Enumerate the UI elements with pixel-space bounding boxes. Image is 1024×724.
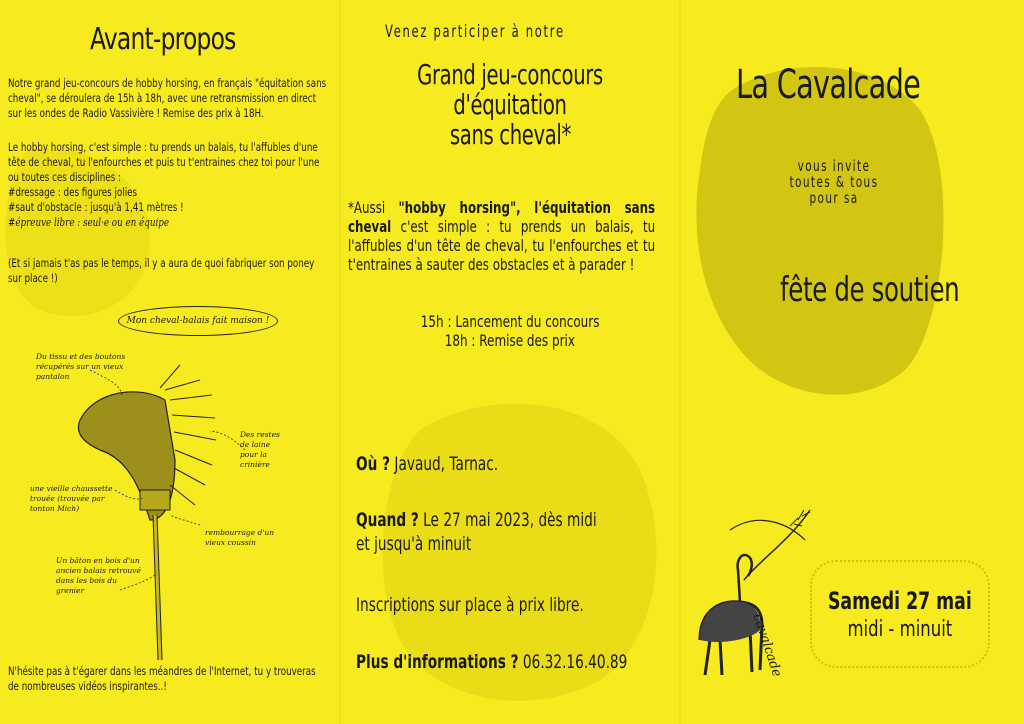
date-text: Samedi 27 mai — [828, 586, 972, 615]
left-panel — [0, 0, 340, 724]
annotation-laine: Des restes de laine pour la crinière — [240, 430, 280, 469]
annotation-baton: Un bâton en bois d'un ancien balais retrouvé dans les bois du grenier — [56, 556, 141, 595]
right-panel — [680, 0, 1024, 724]
bullet-dressage: #dressage : des figures jolies — [8, 185, 138, 199]
bullet-saut: #saut d'obstacle : jusqu'à 1,41 mètres ! — [8, 200, 184, 214]
description-paragraph — [348, 198, 655, 274]
avant-propos-title: Avant-propos — [90, 22, 236, 57]
footer-paragraph: N'hésite pas à t'égarer dans les méandres de l'Internet, tu y trouveras de nombreuses vidéos inspirantes..! — [8, 664, 316, 693]
phone-number: 06.32.16.40.89 — [518, 651, 628, 673]
main-title-line1: Grand jeu-concours d'équitation — [417, 58, 603, 121]
intro-paragraph: Notre grand jeu-concours de hobby horsing, en français "équitation sans cheval", se déroulera de 15h à 18h, avec une retransmission en direct sur les ondes de Radio Vassivière ! Remise des prix à 18H. — [8, 76, 327, 120]
logo-text: cavalcade — [749, 612, 785, 679]
contact-line — [356, 650, 666, 674]
where-line — [356, 452, 666, 476]
bullet-epreuve: #épreuve libre : seul·e ou en équipe — [8, 215, 170, 229]
inscriptions-line: Inscriptions sur place à prix libre. — [356, 594, 584, 616]
when-value-2: et jusqu'à minuit — [356, 533, 472, 555]
note-paragraph: (Et si jamais t'as pas le temps, il y a aura de quoi fabriquer son poney sur place !) — [8, 256, 315, 285]
kicker-text: Venez participer à notre — [385, 22, 565, 42]
where-value: Javaud, Tarnac. — [390, 453, 499, 475]
hours-text: midi - minuit — [847, 616, 953, 642]
date-badge — [810, 560, 990, 668]
speech-bubble: Mon cheval-balais fait maison ! — [118, 306, 278, 336]
invite-text: vous invite toutes & tous pour sa — [789, 157, 879, 207]
cavalcade-title: La Cavalcade — [736, 62, 921, 108]
desc-prefix: *Aussi — [348, 198, 399, 217]
annotation-chaussette: une vieille chaussette trouée (trouvée par tonton Mich) — [30, 484, 113, 513]
schedule-start: 15h : Lancement du concours — [420, 312, 600, 331]
where-label: Où ? — [356, 453, 391, 475]
main-title — [340, 60, 680, 150]
annotation-tissu: Du tissu et des boutons récupérés sur un vieux pantalon — [36, 352, 126, 381]
schedule — [340, 312, 680, 350]
when-value: Le 27 mai 2023, dès midi — [418, 509, 597, 531]
rules-paragraph — [8, 140, 327, 230]
main-title-line2: sans cheval* — [449, 118, 571, 151]
when-line — [356, 508, 666, 556]
fete-title: fête de soutien — [780, 270, 960, 310]
desc-bold: "hobby horsing", l'équitation sans cheval — [348, 198, 656, 236]
rules-text: Le hobby horsing, c'est simple : tu prends un balais, tu l'affubles d'une tête de cheval, tu l'enfourches et puis tu t'entraines chez toi pour l'une ou toutes ces disciplines : — [8, 140, 320, 184]
desc-rest: c'est simple : tu prends un balais, tu l'affubles d'un tête de cheval, tu l'enfourches et tu t'entraines à sauter des obstacles et à parader ! — [348, 217, 656, 274]
schedule-prizes: 18h : Remise des prix — [444, 331, 576, 350]
contact-label: Plus d'informations ? — [356, 651, 519, 673]
annotation-rembourrage: rembourrage d'un vieux coussin — [205, 528, 275, 547]
middle-panel — [340, 0, 680, 724]
centaur-logo — [680, 490, 830, 690]
when-label: Quand ? — [356, 509, 419, 531]
